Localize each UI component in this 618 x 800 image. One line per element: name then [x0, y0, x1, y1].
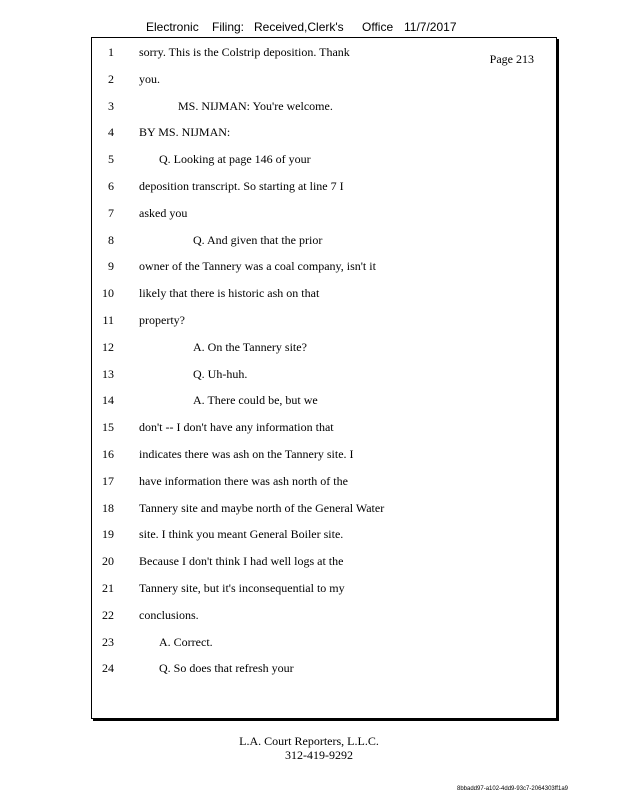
transcript-page [91, 37, 557, 719]
line-text: property? [139, 313, 185, 327]
transcript-line [92, 179, 556, 195]
transcript-line [92, 635, 556, 651]
filing-header-date: 11/7/2017 [404, 20, 457, 34]
transcript-line [92, 259, 556, 275]
line-number: 18 [102, 500, 114, 515]
transcript-line [92, 447, 556, 463]
line-text: Tannery site, but it's inconsequential to my [139, 581, 345, 595]
line-text: BY MS. NIJMAN: [139, 125, 231, 140]
line-number: 11 [102, 313, 114, 327]
transcript-line [92, 313, 556, 329]
transcript-line [92, 286, 556, 302]
transcript-line [92, 527, 556, 543]
transcript-line [92, 233, 556, 249]
line-text: Because I don't think I had well logs at the [139, 554, 344, 569]
line-text: Q. Looking at page 146 of your [159, 152, 311, 167]
transcript-line [92, 340, 556, 356]
line-text: A. Correct. [159, 634, 213, 649]
line-number: 14 [102, 393, 114, 408]
line-text: indicates there was ash on the Tannery site. I [139, 447, 354, 461]
transcript-line [92, 393, 556, 409]
footer-phone: 312-419-9292 [285, 748, 353, 762]
line-text: A. There could be, but we [193, 393, 318, 408]
filing-header-office: Office [362, 20, 394, 34]
transcript-line [92, 45, 556, 61]
line-text: deposition transcript. So starting at line 7 I [139, 179, 344, 193]
line-number: 2 [108, 71, 114, 86]
line-number: 19 [102, 527, 114, 542]
line-number: 7 [108, 205, 114, 220]
line-number: 10 [102, 286, 114, 301]
line-text: don't -- I don't have any information that [139, 420, 334, 435]
filing-header [0, 20, 618, 36]
line-text: asked you [139, 205, 188, 220]
line-text: you. [139, 71, 160, 86]
transcript-line [92, 152, 556, 168]
filing-header-electronic: Electronic [146, 20, 199, 34]
line-text: have information there was ash north of the [139, 473, 348, 488]
line-number: 23 [102, 634, 114, 649]
document-hash: 8bbadd97-a102-4dd9-93c7-2064303ff1a9 [457, 786, 568, 792]
transcript-line [92, 581, 556, 597]
line-text: site. I think you meant General Boiler site. [139, 527, 344, 542]
transcript-line [92, 72, 556, 88]
line-text: MS. NIJMAN: You're welcome. [178, 98, 333, 113]
line-number: 3 [108, 98, 114, 113]
footer-reporter: L.A. Court Reporters, L.L.C. [239, 734, 379, 748]
line-number: 17 [102, 473, 114, 488]
transcript-line [92, 420, 556, 436]
line-number: 5 [108, 152, 114, 167]
line-text: Tannery site and maybe north of the General Water [139, 500, 385, 515]
line-text: conclusions. [139, 607, 199, 622]
line-number: 12 [102, 339, 114, 354]
transcript-line [92, 474, 556, 490]
page-number: Page 213 [489, 52, 534, 66]
line-number: 8 [108, 232, 114, 247]
line-text: Q. And given that the prior [193, 232, 323, 247]
line-text: Q. Uh-huh. [193, 366, 248, 381]
line-text: owner of the Tannery was a coal company, isn't it [139, 259, 376, 274]
line-number: 15 [102, 420, 114, 435]
line-number: 20 [102, 554, 114, 569]
transcript-line [92, 367, 556, 383]
filing-header-received: Received,Clerk's [254, 20, 344, 34]
line-text: sorry. This is the Colstrip deposition. Thank [139, 45, 350, 59]
transcript-line [92, 661, 556, 677]
transcript-line [92, 608, 556, 624]
transcript-line [92, 99, 556, 115]
line-number: 22 [102, 607, 114, 622]
line-number: 6 [108, 179, 114, 193]
transcript-line [92, 501, 556, 517]
line-text: A. On the Tannery site? [193, 339, 307, 354]
transcript-line [92, 554, 556, 570]
line-number: 4 [108, 125, 114, 140]
line-number: 1 [108, 45, 114, 59]
transcript-line [92, 125, 556, 141]
line-number: 21 [102, 581, 114, 595]
line-number: 9 [108, 259, 114, 274]
transcript-line [92, 206, 556, 222]
line-number: 24 [102, 661, 114, 676]
filing-header-filing: Filing: [212, 20, 245, 34]
line-text: likely that there is historic ash on that [139, 286, 320, 301]
line-text: Q. So does that refresh your [159, 661, 294, 676]
line-number: 16 [102, 447, 114, 461]
line-number: 13 [102, 366, 114, 381]
